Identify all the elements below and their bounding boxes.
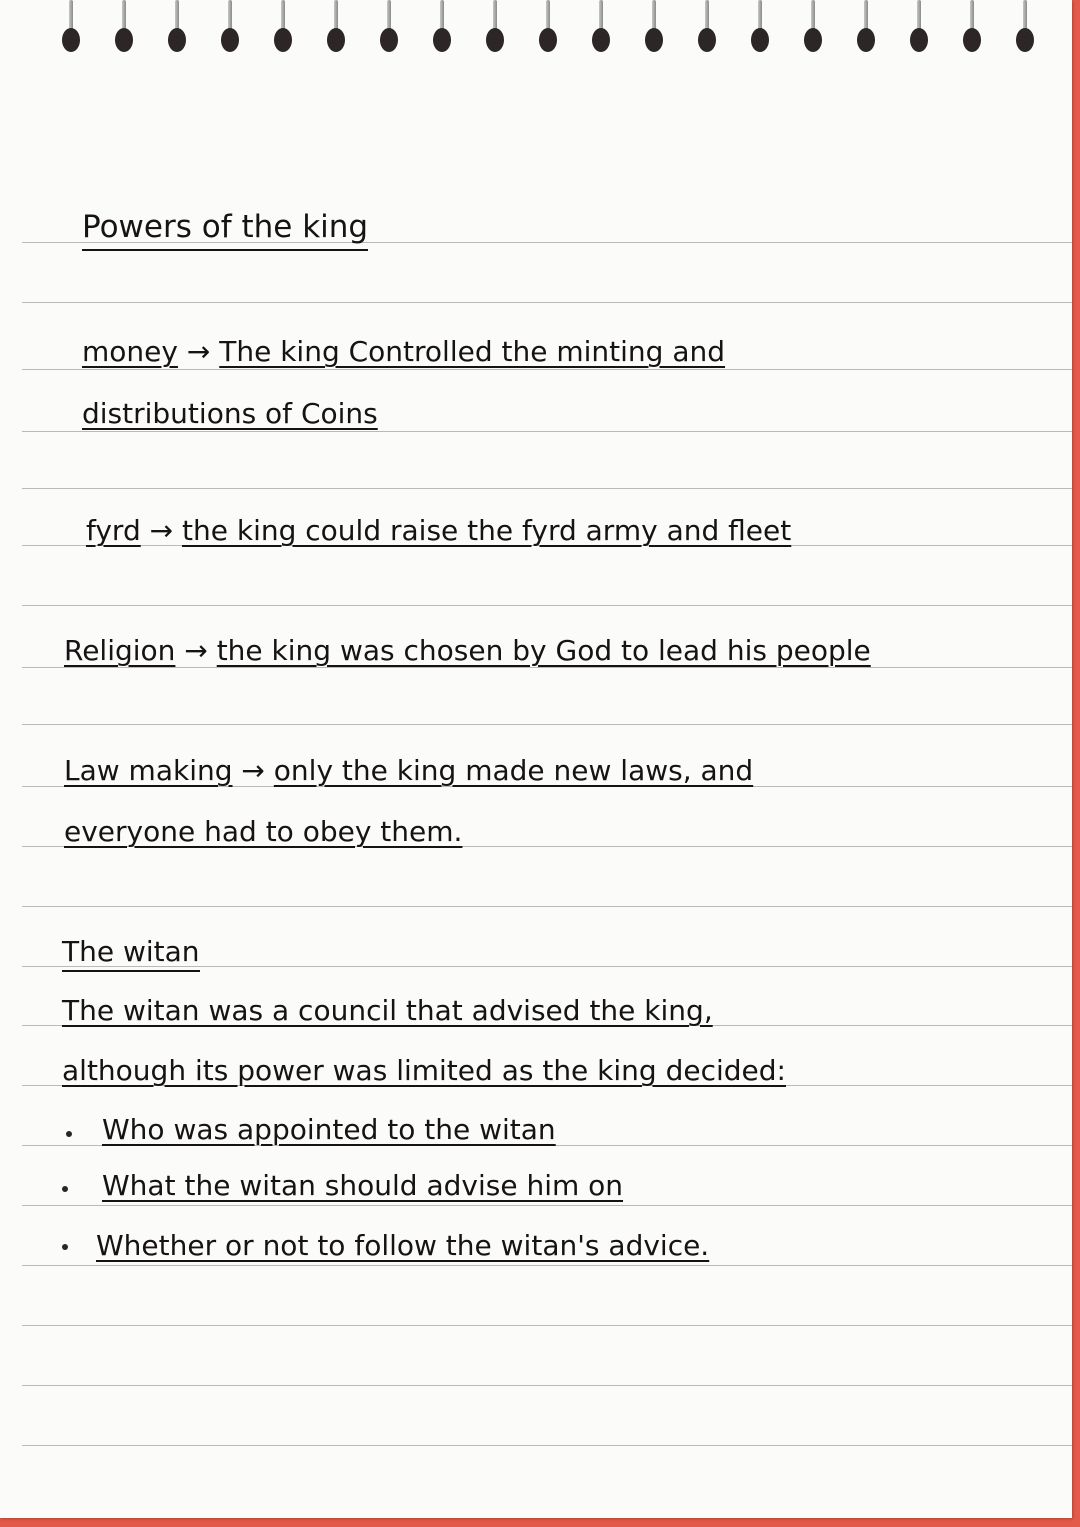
ruled-line	[22, 1385, 1072, 1386]
term-money: money	[82, 335, 178, 368]
ruled-line	[22, 667, 1072, 668]
binding-ring	[1014, 0, 1036, 62]
term-law-making: Law making	[64, 754, 233, 787]
ruled-line	[22, 1325, 1072, 1326]
binding-ring	[696, 0, 718, 62]
note-money-continued	[82, 397, 378, 430]
binding-ring	[908, 0, 930, 62]
arrow-icon: →	[184, 634, 208, 667]
witan-bullet-1-text: Who was appointed to the witan	[102, 1113, 556, 1146]
spiral-binding	[60, 0, 1060, 70]
ruled-line	[22, 302, 1072, 303]
arrow-icon: →	[186, 335, 211, 368]
binding-ring	[272, 0, 294, 62]
note-money	[82, 335, 726, 368]
binding-ring	[802, 0, 824, 62]
note-money-text: The king Controlled the minting and	[219, 335, 726, 368]
page-title: Powers of the king	[82, 212, 368, 251]
note-law-making-continued	[64, 815, 463, 848]
witan-bullet-2	[102, 1169, 624, 1202]
witan-line-1	[62, 994, 713, 1027]
binding-ring	[643, 0, 665, 62]
witan-bullet-3	[96, 1229, 710, 1262]
bullet-icon	[62, 1186, 68, 1192]
note-fyrd-text: the king could raise the fyrd army and fleet	[182, 514, 792, 547]
ruled-line	[22, 1205, 1072, 1206]
binding-ring	[855, 0, 877, 62]
binding-ring	[749, 0, 771, 62]
witan-bullet-1	[102, 1113, 556, 1146]
binding-ring	[219, 0, 241, 62]
binding-ring	[325, 0, 347, 62]
note-law-making-text: only the king made new laws, and	[273, 754, 754, 787]
binding-ring	[537, 0, 559, 62]
term-religion: Religion	[64, 634, 176, 667]
binding-ring	[378, 0, 400, 62]
binding-ring	[431, 0, 453, 62]
ruled-line	[22, 906, 1072, 907]
arrow-icon: →	[149, 514, 174, 547]
witan-heading: The witan	[62, 938, 200, 972]
binding-ring	[60, 0, 82, 62]
note-money-text-2: distributions of Coins	[82, 397, 378, 430]
witan-bullet-2-text: What the witan should advise him on	[102, 1169, 624, 1202]
binding-ring	[590, 0, 612, 62]
witan-line-2-text: although its power was limited as the king decided:	[62, 1054, 786, 1087]
binding-ring	[113, 0, 135, 62]
note-law-making	[64, 754, 754, 787]
witan-line-1-text: The witan was a council that advised the king,	[62, 994, 713, 1027]
binding-ring	[166, 0, 188, 62]
note-law-making-text-2: everyone had to obey them.	[64, 815, 463, 848]
bullet-icon	[62, 1244, 68, 1250]
ruled-line	[22, 605, 1072, 606]
ruled-line	[22, 369, 1072, 370]
binding-ring	[484, 0, 506, 62]
witan-bullet-3-text: Whether or not to follow the witan's advice.	[96, 1229, 710, 1262]
arrow-icon: →	[241, 754, 265, 787]
ruled-line	[22, 724, 1072, 725]
ruled-line	[22, 1445, 1072, 1446]
note-religion-text: the king was chosen by God to lead his people	[216, 634, 871, 667]
note-fyrd	[86, 514, 792, 547]
note-religion	[64, 634, 871, 667]
bullet-icon	[66, 1131, 72, 1137]
witan-line-2	[62, 1054, 786, 1087]
ruled-line	[22, 431, 1072, 432]
binding-ring	[961, 0, 983, 62]
ruled-line	[22, 1265, 1072, 1266]
term-fyrd: fyrd	[86, 514, 141, 547]
ruled-line	[22, 488, 1072, 489]
